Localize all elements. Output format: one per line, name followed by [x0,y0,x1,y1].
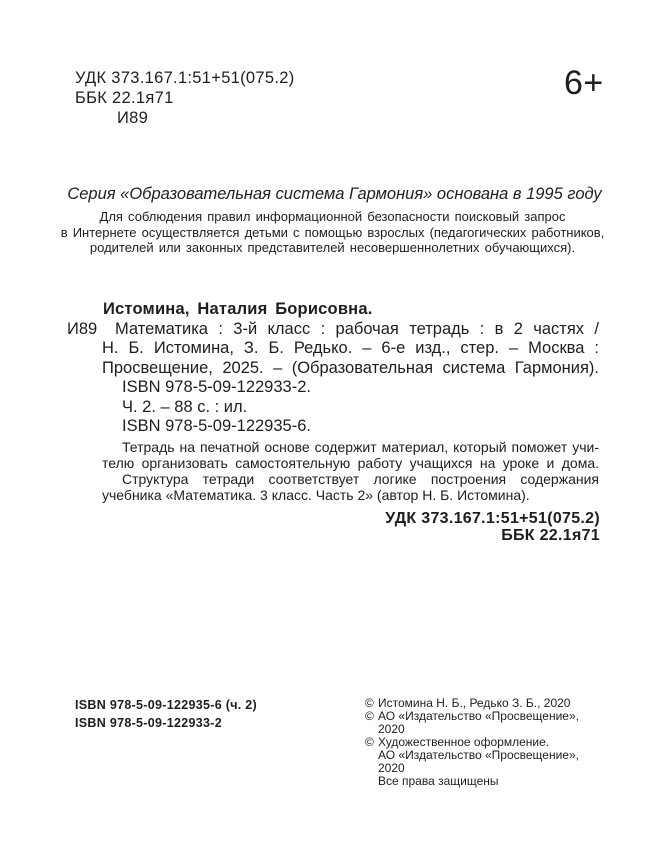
copyright-text: АО «Издательство «Просвещение», 2020 [378,709,579,736]
age-rating-badge: 6+ [564,64,604,102]
copyright-line [365,775,605,788]
book-title-line: Математика : 3-й класс : рабочая тетрадь : в 2 частях / [115,319,599,338]
safety-notice [60,209,605,256]
copyright-symbol: © [365,735,374,749]
isbn-line: ISBN 978-5-09-122933-2 [75,715,222,730]
annotation [102,439,599,503]
catalog-entry-code: И89 [67,319,98,338]
top-classification-block [75,68,295,128]
catalog-entry-row [67,320,599,340]
record-line: Просвещение, 2025. – (Образовательная система Гармония). [102,358,599,377]
annotation-line: учебника «Математика. 3 класс. Часть 2» (автор Н. Б. Истомина). [102,487,530,503]
bibliographic-record [67,300,599,437]
series-title: Серия «Образовательная система Гармония» основана в 1995 году [67,185,602,203]
copyright-block [365,697,605,788]
author-name: Истомина, Наталия Борисовна. [103,300,373,318]
classification-block [385,510,600,544]
part-line: Ч. 2. – 88 с. : ил. [122,397,248,416]
copyright-symbol-spacer [365,749,378,775]
annotation-line: телю организовать самостоятельную работу учащихся на уроке и дома. [102,455,599,471]
footer-isbn-block [75,697,257,732]
record-line: Н. Б. Истомина, З. Б. Редько. – 6-е изд., стер. – Москва : [102,339,599,357]
bbk-bold-line: ББК 22.1я71 [501,527,600,544]
udk-bold-line: УДК 373.167.1:51+51(075.2) [385,510,600,527]
copyright-symbol: © [365,696,374,710]
annotation-line: Тетрадь на печатной основе содержит материал, который поможет учи- [122,439,599,455]
safety-notice-line: родителей или законных представителей несовершеннолетних обучающихся). [89,240,576,255]
isbn-common-line: ISBN 978-5-09-122933-2. [122,378,311,396]
copyright-symbol-spacer [365,775,378,788]
entry-code: И89 [117,109,149,127]
copyright-text: АО «Издательство «Просвещение», 2020 [378,748,579,775]
annotation-line: Структура тетради соответствует логике построения содержания [122,471,599,487]
isbn-part-line: ISBN 978-5-09-122935-6. [122,417,311,435]
udk-line: УДК 373.167.1:51+51(075.2) [75,69,295,87]
isbn-line: ISBN 978-5-09-122935-6 (ч. 2) [75,698,258,712]
copyright-text: Все права защищены [378,774,499,788]
safety-notice-line: в Интернете осуществляется детьми с помощью взрослых (педагогических работников, [60,224,605,240]
bbk-line: ББК 22.1я71 [75,89,174,107]
copyright-line [365,749,605,775]
copyright-line [365,710,605,736]
copyright-text: Истомина Н. Б., Редько З. Б., 2020 [378,696,571,710]
safety-notice-line: Для соблюдения правил информационной безопасности поисковый запрос [99,209,566,224]
copyright-symbol: © [365,709,374,723]
copyright-text: Художественное оформление. [378,735,550,749]
